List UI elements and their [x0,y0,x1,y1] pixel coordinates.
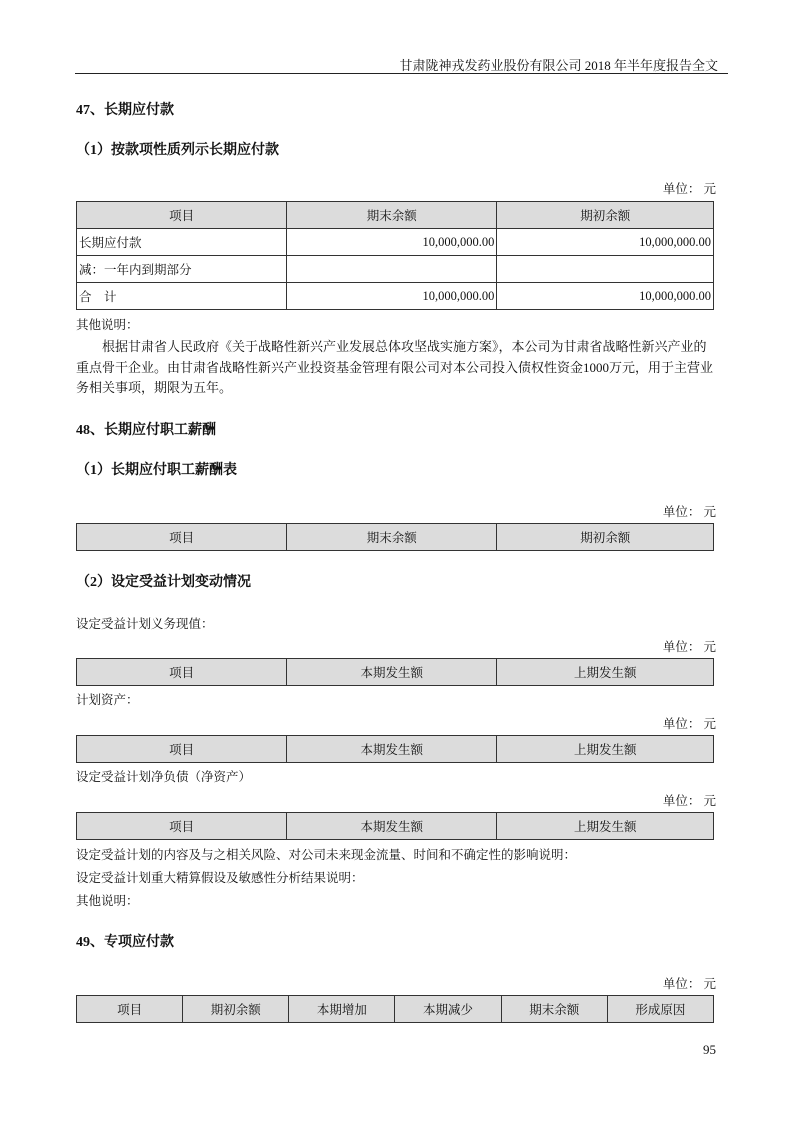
cell: 合 计 [77,283,287,310]
notes-paragraph: 根据甘肃省人民政府《关于战略性新兴产业发展总体攻坚战实施方案》，本公司为甘肃省战略性新兴产业的重点骨干企业。由甘肃省战略性新兴产业投资基金管理有限公司对本公司投入债权性资金1000万元，用于主营业务相关事项，期限为五年。 [76,339,714,395]
table-row [77,283,714,310]
col-header: 上期发生额 [497,813,714,840]
unit-label: 单位： 元 [662,977,716,991]
col-header: 本期增加 [289,996,395,1023]
col-header: 项目 [77,813,287,840]
col-header: 上期发生额 [497,659,714,686]
unit-label: 单位： 元 [662,505,716,519]
table-header-row [77,524,714,551]
cell [497,256,714,283]
other-notes-label: 其他说明： [76,894,139,908]
plan-risk-note: 设定受益计划的内容及与之相关风险、对公司未来现金流量、时间和不确定性的影响说明： [76,848,577,862]
other-notes-label: 其他说明： [76,318,139,332]
cell [287,256,497,283]
col-header: 上期发生额 [497,736,714,763]
net-liability-label: 设定受益计划净负债（净资产） [76,770,252,784]
col-header: 本期减少 [395,996,501,1023]
col-header: 期初余额 [497,524,714,551]
col-header: 本期发生额 [287,659,497,686]
col-header: 期末余额 [287,202,497,229]
section-48-sub2: （2）设定受益计划变动情况 [76,575,251,590]
table-row [77,256,714,283]
col-header: 项目 [77,524,287,551]
page-number: 95 [703,1042,716,1057]
section-47-sub1: （1）按款项性质列示长期应付款 [76,143,279,158]
col-header: 形成原因 [607,996,713,1023]
col-header: 期末余额 [501,996,607,1023]
unit-label: 单位： 元 [662,640,716,654]
header-rule [75,73,728,74]
col-header: 项目 [77,659,287,686]
unit-label: 单位： 元 [662,794,716,808]
col-header: 本期发生额 [287,813,497,840]
obligation-table [76,658,714,686]
actuarial-note: 设定受益计划重大精算假设及敏感性分析结果说明： [76,871,364,885]
unit-label: 单位： 元 [662,182,716,196]
plan-assets-table [76,735,714,763]
cell: 减：一年内到期部分 [77,256,287,283]
table-header-row [77,813,714,840]
cell: 长期应付款 [77,229,287,256]
col-header: 期初余额 [497,202,714,229]
cell: 10,000,000.00 [287,229,497,256]
unit-label: 单位： 元 [662,717,716,731]
net-liability-table [76,812,714,840]
col-header: 期末余额 [287,524,497,551]
col-header: 本期发生额 [287,736,497,763]
employee-compensation-table [76,523,714,551]
table-header-row [77,996,714,1023]
long-term-payables-table [76,201,714,310]
page-header: 甘肃陇神戎发药业股份有限公司 2018 年半年度报告全文 [399,58,718,73]
col-header: 期初余额 [183,996,289,1023]
table-row [77,229,714,256]
table-header-row [77,202,714,229]
table-header-row [77,736,714,763]
table-header-row [77,659,714,686]
plan-assets-label: 计划资产： [76,693,139,707]
col-header: 项目 [77,996,183,1023]
cell: 10,000,000.00 [497,283,714,310]
col-header: 项目 [77,736,287,763]
section-49-heading: 49、专项应付款 [76,935,174,950]
cell: 10,000,000.00 [497,229,714,256]
section-48-heading: 48、长期应付职工薪酬 [76,423,216,438]
special-payables-table [76,995,714,1023]
cell: 10,000,000.00 [287,283,497,310]
section-48-sub1: （1）长期应付职工薪酬表 [76,463,237,478]
section-47-heading: 47、长期应付款 [76,103,174,118]
col-header: 项目 [77,202,287,229]
obligation-label: 设定受益计划义务现值： [76,617,214,631]
